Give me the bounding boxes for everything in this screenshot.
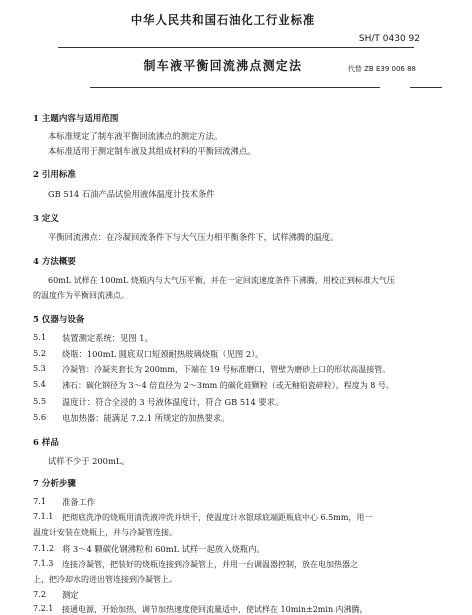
section-5-heading: 5 仪器与设备 — [33, 315, 85, 325]
section-3-line-1: 平衡回流沸点：在冷凝回流条件下与大气压力相平衡条件下，试样沸腾的温度。 — [48, 232, 339, 242]
item-7-1-1-continuation: 温度计安装在烧瓶上，并与冷凝管连接。 — [33, 528, 177, 537]
item-5-1-text: 装置测定系统：见图 1。 — [62, 333, 153, 343]
header-rule-top — [58, 47, 414, 48]
item-5-3-text: 冷凝管：冷凝夹套长为 200mm，下端在 19 号标准磨口，管壁为磨砂上口的形状高温接管。 — [62, 365, 391, 374]
item-5-5-number: 5.5 — [33, 396, 47, 406]
section-6-line-1: 试样不少于 200mL。 — [48, 456, 130, 466]
item-7-1-1-number: 7.1.1 — [33, 512, 54, 521]
section-1-line-2: 本标准适用于测定制车液及其组成材料的平衡回流沸点。 — [48, 146, 256, 156]
item-7-1-3-continuation: 上，把冷却水的进出管连接到冷凝管上。 — [33, 575, 177, 584]
item-7-1-3-number: 7.1.3 — [33, 559, 54, 568]
section-6-heading: 6 样品 — [33, 438, 59, 448]
item-5-2-text: 烧瓶：100mL 圆底双口短颈耐热玻璃烧瓶（见图 2）。 — [62, 349, 264, 359]
section-3-heading: 3 定义 — [33, 214, 59, 224]
item-5-2-number: 5.2 — [33, 348, 47, 358]
item-7-1-2-text: 将 3～4 颗碳化钢沸粒和 60mL 试样一起放入烧瓶内。 — [62, 544, 265, 554]
section-4-line-2: 的温度作为平衡回流沸点。 — [33, 291, 129, 300]
section-4-heading: 4 方法概要 — [33, 257, 76, 267]
item-7-1-2-number: 7.1.2 — [33, 543, 55, 553]
item-7-1-text: 准备工作 — [62, 497, 96, 507]
item-5-4-number: 5.4 — [33, 380, 46, 389]
item-7-1-number: 7.1 — [33, 496, 47, 506]
classification-code: 代替 ZB E39 006 88 — [347, 65, 416, 73]
header-rule-bottom-right — [410, 87, 442, 88]
item-7-1-1-text: 把彻底洗净的烧瓶用清洗液冲洗并烘干，使温度计水银球底端距瓶底中心 6.5mm，用一 — [62, 513, 373, 522]
item-7-2-text: 测定 — [62, 590, 79, 600]
section-1-line-1: 本标准规定了制车液平衡回流沸点的测定方法。 — [48, 131, 223, 141]
item-5-6-number: 5.6 — [33, 412, 47, 422]
section-7-heading: 7 分析步骤 — [33, 479, 76, 489]
item-5-5-text: 温度计：符合全浸的 3 号液体温度计，符合 GB 514 要求。 — [62, 397, 284, 407]
item-7-1-3-text: 连接冷凝管，把装好的烧瓶连接到冷凝管上，并用一台调温器控制，放在电加热器之 — [62, 560, 358, 569]
item-5-1-number: 5.1 — [33, 332, 47, 342]
section-2-line-1: GB 514 石油产品试验用液体温度计技术条件 — [48, 189, 215, 199]
item-7-2-number: 7.2 — [33, 589, 47, 599]
item-7-2-1-text: 接通电源，开始加热，调节加热速度使回流量适中，使试样在 10min±2min 内沸腾， — [62, 605, 368, 614]
section-1-heading: 1 主题内容与适用范围 — [33, 114, 119, 124]
document-title: 制车液平衡回流沸点测定法 — [143, 58, 303, 73]
section-4-line-1: 60mL 试样在 100mL 烧瓶内与大气压平衡，并在一定回流速度条件下沸腾，用校正到标准大气压 — [48, 276, 395, 285]
item-5-4-text: 沸石：碳化钢径为 3～4 倍直径为 2～3mm 的碳化硅颗粒（或无釉铅瓷碎粒），程度为 8 号。 — [62, 381, 394, 390]
issuing-organization: 中华人民共和国石油化工行业标准 — [130, 13, 316, 27]
section-2-heading: 2 引用标准 — [33, 170, 76, 180]
standard-number: SH/T 0430 92 — [358, 34, 420, 44]
header-rule-bottom-left — [90, 87, 380, 88]
item-5-3-number: 5.3 — [33, 364, 46, 373]
item-5-6-text: 电加热器：能满足 7.2.1 所规定的加热要求。 — [62, 413, 230, 423]
item-7-2-1-number: 7.2.1 — [33, 604, 54, 613]
